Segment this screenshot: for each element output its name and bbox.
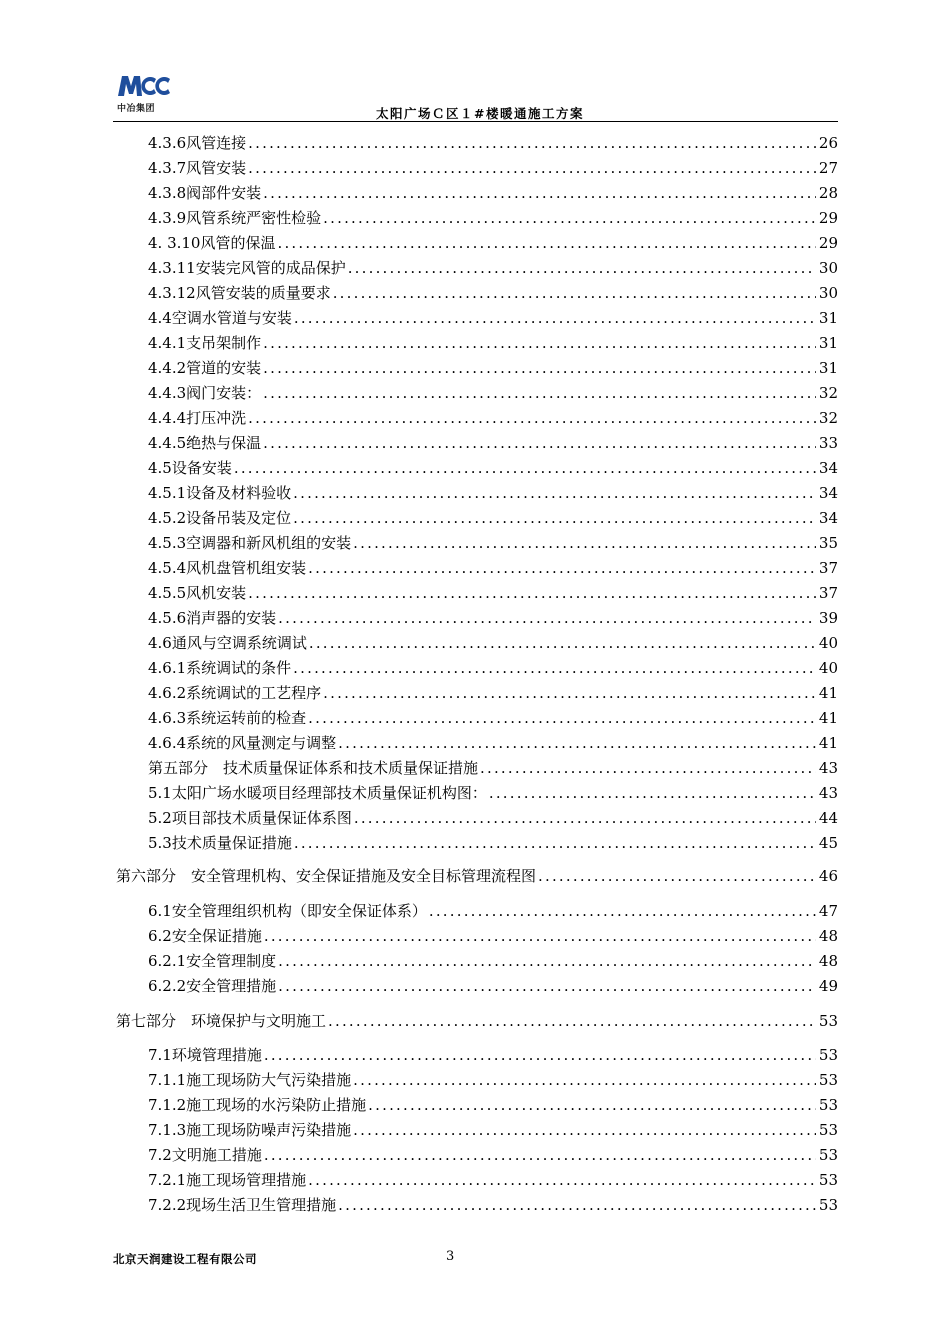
toc-entry[interactable]	[148, 1195, 838, 1215]
toc-dot-leader	[248, 583, 816, 603]
toc-entry-title: 4.5.4风机盘管机组安装	[148, 559, 307, 577]
toc-entry-page: 28	[818, 184, 838, 202]
toc-entry-page: 53	[818, 1146, 838, 1164]
toc-entry[interactable]	[148, 608, 838, 628]
toc-entry-title: 7.1.2施工现场的水污染防止措施	[148, 1096, 367, 1114]
toc-dot-leader	[338, 733, 816, 753]
toc-dot-leader	[248, 408, 816, 428]
toc-entry[interactable]	[148, 658, 838, 678]
toc-entry-page: 53	[818, 1046, 838, 1064]
toc-dot-leader	[353, 533, 816, 553]
toc-entry-page: 44	[818, 809, 838, 827]
toc-dot-leader	[263, 333, 816, 353]
toc-entry-title: 6.2.2安全管理措施	[148, 977, 277, 995]
toc-entry-page: 53	[818, 1071, 838, 1089]
toc-entry-page: 32	[818, 409, 838, 427]
toc-entry[interactable]	[148, 901, 838, 921]
toc-entry[interactable]	[148, 583, 838, 603]
toc-dot-leader	[263, 383, 816, 403]
toc-dot-leader	[293, 658, 816, 678]
toc-entry-title: 第六部分 安全管理机构、安全保证措施及安全目标管理流程图	[116, 867, 537, 885]
toc-entry[interactable]	[148, 1145, 838, 1165]
toc-entry-title: 第五部分 技术质量保证体系和技术质量保证措施	[148, 759, 479, 777]
toc-dot-leader	[277, 233, 816, 253]
toc-dot-leader	[309, 633, 816, 653]
toc-dot-leader	[353, 1070, 816, 1090]
toc-entry-page: 49	[818, 977, 838, 995]
toc-entry-title: 4.5.2设备吊装及定位	[148, 509, 292, 527]
toc-entry-title: 4.3.9风管系统严密性检验	[148, 209, 322, 227]
footer-company-name: 北京天润建设工程有限公司	[113, 1252, 257, 1266]
toc-entry-page: 46	[818, 867, 838, 885]
toc-entry-page: 53	[818, 1096, 838, 1114]
toc-entry-page: 43	[818, 759, 838, 777]
toc-entry[interactable]	[148, 333, 838, 353]
toc-dot-leader	[328, 1011, 816, 1031]
toc-dot-leader	[248, 158, 816, 178]
toc-entry-title: 4.3.8阀部件安装	[148, 184, 262, 202]
toc-dot-leader	[294, 308, 816, 328]
toc-entry-page: 27	[818, 159, 838, 177]
toc-entry-page: 34	[818, 459, 838, 477]
toc-dot-leader	[293, 508, 816, 528]
footer-page-number: 3	[446, 1249, 455, 1264]
toc-entry[interactable]	[148, 308, 838, 328]
toc-dot-leader	[323, 208, 816, 228]
toc-entry-title: 4.5.6消声器的安装	[148, 609, 277, 627]
toc-entry-title: 4.6通风与空调系统调试	[148, 634, 307, 652]
toc-dot-leader	[538, 866, 816, 886]
toc-entry-page: 29	[818, 234, 838, 252]
toc-entry-title: 4.4.1支吊架制作	[148, 334, 262, 352]
toc-entry-page: 48	[818, 952, 838, 970]
toc-entry-title: 4.3.11安装完风管的成品保护	[148, 259, 346, 277]
toc-entry-title: 4.3.12风管安装的质量要求	[148, 284, 331, 302]
toc-entry[interactable]	[148, 1120, 838, 1140]
toc-dot-leader	[338, 1195, 816, 1215]
toc-entry-title: 4.6.1系统调试的条件	[148, 659, 292, 677]
toc-entry[interactable]	[148, 133, 838, 153]
toc-entry[interactable]	[148, 483, 838, 503]
toc-dot-leader	[323, 683, 816, 703]
toc-dot-leader	[308, 558, 816, 578]
toc-dot-leader	[263, 183, 816, 203]
toc-entry[interactable]	[148, 951, 838, 971]
toc-entry[interactable]	[148, 783, 838, 803]
toc-dot-leader	[489, 783, 816, 803]
toc-entry-title: 4.5.3空调器和新风机组的安装	[148, 534, 352, 552]
toc-dot-leader	[368, 1095, 816, 1115]
toc-entry-title: 4.4.5绝热与保温	[148, 434, 262, 452]
toc-entry[interactable]	[148, 258, 838, 278]
toc-entry[interactable]	[116, 866, 838, 886]
toc-dot-leader	[348, 258, 816, 278]
toc-entry[interactable]	[148, 533, 838, 553]
toc-entry-title: 4.6.2系统调试的工艺程序	[148, 684, 322, 702]
toc-dot-leader	[333, 283, 816, 303]
toc-entry-page: 34	[818, 509, 838, 527]
toc-entry-page: 41	[818, 684, 838, 702]
toc-entry-page: 30	[818, 259, 838, 277]
toc-entry[interactable]	[148, 208, 838, 228]
toc-dot-leader	[278, 951, 816, 971]
toc-entry-title: 7.1.3施工现场防噪声污染措施	[148, 1121, 352, 1139]
toc-dot-leader	[263, 358, 816, 378]
toc-dot-leader	[263, 433, 816, 453]
toc-entry[interactable]	[148, 158, 838, 178]
toc-entry-title: 6.1安全管理组织机构（即安全保证体系）	[148, 902, 427, 920]
toc-entry-page: 45	[818, 834, 838, 852]
toc-entry-title: 4.6.3系统运转前的检查	[148, 709, 307, 727]
toc-entry[interactable]	[148, 233, 838, 253]
toc-entry[interactable]	[148, 1170, 838, 1190]
toc-dot-leader	[264, 1145, 816, 1165]
toc-entry-title: 7.1.1施工现场防大气污染措施	[148, 1071, 352, 1089]
toc-entry[interactable]	[148, 833, 838, 853]
toc-entry-title: 5.1太阳广场水暖项目经理部技术质量保证机构图：	[148, 784, 487, 802]
toc-entry-page: 30	[818, 284, 838, 302]
toc-dot-leader	[429, 901, 816, 921]
toc-entry[interactable]	[148, 458, 838, 478]
toc-entry-page: 40	[818, 634, 838, 652]
toc-entry-title: 4.6.4系统的风量测定与调整	[148, 734, 337, 752]
toc-dot-leader	[248, 133, 816, 153]
toc-entry-title: 4.4空调水管道与安装	[148, 309, 292, 327]
toc-entry-title: 5.2项目部技术质量保证体系图	[148, 809, 352, 827]
toc-entry[interactable]	[148, 976, 838, 996]
toc-entry[interactable]	[148, 558, 838, 578]
toc-entry-title: 4.4.3阀门安装：	[148, 384, 262, 402]
toc-entry-title: 6.2.1安全管理制度	[148, 952, 277, 970]
toc-entry-page: 41	[818, 734, 838, 752]
toc-entry-page: 35	[818, 534, 838, 552]
toc-entry-title: 4.3.6风管连接	[148, 134, 247, 152]
toc-entry-page: 41	[818, 709, 838, 727]
document-header-title: 太阳广场Ｃ区１#楼暖通施工方案	[376, 106, 584, 121]
toc-entry-page: 32	[818, 384, 838, 402]
toc-entry-page: 39	[818, 609, 838, 627]
toc-entry-page: 53	[818, 1196, 838, 1214]
toc-entry-title: 7.2文明施工措施	[148, 1146, 262, 1164]
toc-entry-page: 31	[818, 334, 838, 352]
toc-entry-title: 4.5.5风机安装	[148, 584, 247, 602]
toc-entry[interactable]	[148, 1070, 838, 1090]
toc-entry-page: 47	[818, 902, 838, 920]
toc-entry-title: 7.2.2现场生活卫生管理措施	[148, 1196, 337, 1214]
toc-dot-leader	[234, 458, 816, 478]
toc-dot-leader	[294, 833, 816, 853]
toc-dot-leader	[480, 758, 816, 778]
toc-entry-title: 4. 3.10风管的保温	[148, 234, 276, 252]
toc-dot-leader	[278, 608, 816, 628]
mcc-logo-icon	[116, 70, 172, 100]
toc-entry-page: 37	[818, 584, 838, 602]
logo-caption: 中冶集团	[117, 104, 156, 114]
toc-entry-page: 53	[818, 1171, 838, 1189]
toc-entry-title: 4.3.7风管安装	[148, 159, 247, 177]
toc-entry[interactable]	[148, 183, 838, 203]
toc-entry-page: 34	[818, 484, 838, 502]
toc-entry[interactable]	[148, 633, 838, 653]
toc-entry[interactable]	[148, 808, 838, 828]
toc-entry-page: 40	[818, 659, 838, 677]
toc-dot-leader	[308, 708, 816, 728]
toc-entry-page: 33	[818, 434, 838, 452]
toc-entry[interactable]	[148, 283, 838, 303]
toc-dot-leader	[264, 1045, 816, 1065]
toc-entry-page: 53	[818, 1012, 838, 1030]
toc-entry-title: 5.3技术质量保证措施	[148, 834, 292, 852]
toc-entry[interactable]	[148, 733, 838, 753]
toc-entry-page: 31	[818, 359, 838, 377]
toc-dot-leader	[354, 808, 816, 828]
header-divider	[113, 121, 838, 122]
toc-dot-leader	[293, 483, 816, 503]
toc-entry-title: 4.4.2管道的安装	[148, 359, 262, 377]
toc-dot-leader	[264, 926, 816, 946]
toc-entry-page: 26	[818, 134, 838, 152]
toc-dot-leader	[353, 1120, 816, 1140]
toc-entry[interactable]	[148, 383, 838, 403]
toc-entry-title: 第七部分 环境保护与文明施工	[116, 1012, 327, 1030]
toc-entry-title: 6.2安全保证措施	[148, 927, 262, 945]
toc-entry[interactable]	[148, 1095, 838, 1115]
toc-entry[interactable]	[148, 408, 838, 428]
toc-dot-leader	[308, 1170, 816, 1190]
toc-entry[interactable]	[148, 1045, 838, 1065]
toc-entry-page: 37	[818, 559, 838, 577]
toc-entry-page: 31	[818, 309, 838, 327]
toc-entry[interactable]	[148, 358, 838, 378]
toc-entry-title: 4.5设备安装	[148, 459, 232, 477]
toc-entry[interactable]	[148, 758, 838, 778]
toc-entry[interactable]	[148, 708, 838, 728]
toc-entry-title: 7.1环境管理措施	[148, 1046, 262, 1064]
toc-entry-page: 43	[818, 784, 838, 802]
toc-entry-page: 29	[818, 209, 838, 227]
toc-entry-page: 48	[818, 927, 838, 945]
toc-entry-title: 7.2.1施工现场管理措施	[148, 1171, 307, 1189]
toc-entry[interactable]	[148, 926, 838, 946]
toc-entry-title: 4.4.4打压冲洗	[148, 409, 247, 427]
toc-entry[interactable]	[148, 683, 838, 703]
toc-entry[interactable]	[148, 508, 838, 528]
toc-entry-page: 53	[818, 1121, 838, 1139]
toc-entry[interactable]	[148, 433, 838, 453]
toc-entry-title: 4.5.1设备及材料验收	[148, 484, 292, 502]
toc-entry[interactable]	[116, 1011, 838, 1031]
toc-dot-leader	[278, 976, 816, 996]
